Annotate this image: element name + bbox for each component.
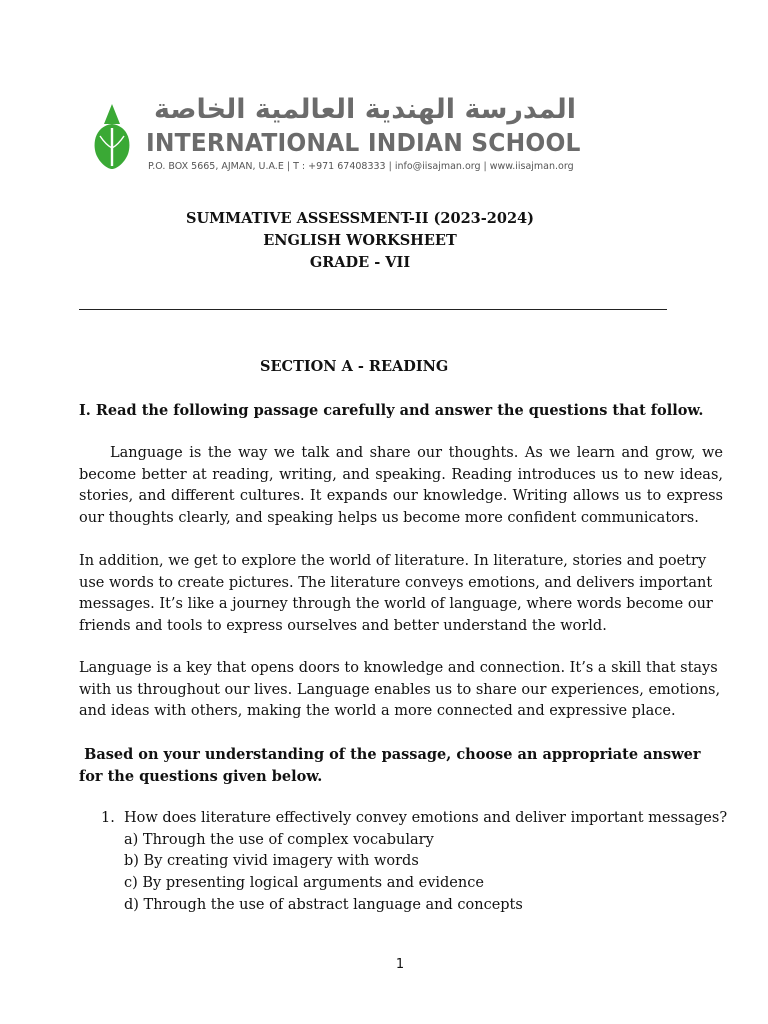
subject-title: ENGLISH WORKSHEET xyxy=(263,232,457,249)
answer-option-d: d) Through the use of abstract language and concepts xyxy=(124,896,523,913)
school-name: INTERNATIONAL INDIAN SCHOOL xyxy=(146,128,581,157)
question-text: How does literature effectively convey emotions and deliver important messages? xyxy=(124,810,728,826)
school-letterhead xyxy=(90,94,650,178)
question-stem xyxy=(101,808,728,830)
school-name-arabic: المدرسة الهندية العالمية الخاصة xyxy=(154,94,576,125)
page-number: 1 xyxy=(395,957,405,972)
section-heading: SECTION A - READING xyxy=(260,358,449,375)
header-divider xyxy=(79,309,667,310)
passage-instruction: I. Read the following passage carefully and answer the questions that follow. xyxy=(79,402,704,419)
questions-instruction xyxy=(79,744,729,787)
green-pen-nib-leaf-icon xyxy=(90,102,134,170)
school-contact-details: P.O. BOX 5665, AJMAN, U.A.E | T : +971 67408333 | info@iisajman.org | www.iisajman.org xyxy=(148,161,574,172)
passage-paragraph-3: Language is a key that opens doors to knowledge and connection. It’s a skill that stays with us throughout our lives. Language enables us to share our experiences, emotions, and ideas with others, making the world a more connected and expressive place. xyxy=(79,660,721,720)
passage-paragraph-2: In addition, we get to explore the world of literature. In literature, stories and poetry use words to create pictures. The literature conveys emotions, and delivers important messages. It’s like a journey through the world of language, where words become our friends and tools to express ourselves and better understand the world. xyxy=(79,553,713,635)
question-item xyxy=(101,808,728,917)
assessment-title-block xyxy=(0,208,720,274)
questions-instruction-text: Based on your understanding of the passage, choose an appropriate answer for the questions given below. xyxy=(79,746,701,785)
grade-title: GRADE - VII xyxy=(309,254,411,271)
passage-paragraph-1: Language is the way we talk and share our thoughts. As we learn and grow, we become better at reading, writing, and speaking. Reading introduces us to new ideas, stories, and different cultures. It expands our knowledge. Writing allows us to express our thoughts clearly, and speaking helps us become more confident communicators. xyxy=(79,445,723,527)
assessment-title: SUMMATIVE ASSESSMENT-II (2023-2024) xyxy=(186,210,534,227)
answer-option-a: a) Through the use of complex vocabulary xyxy=(124,831,434,848)
answer-option-c: c) By presenting logical arguments and evidence xyxy=(124,875,484,892)
answer-option-b: b) By creating vivid imagery with words xyxy=(124,853,419,870)
question-number: 1. xyxy=(101,810,115,826)
